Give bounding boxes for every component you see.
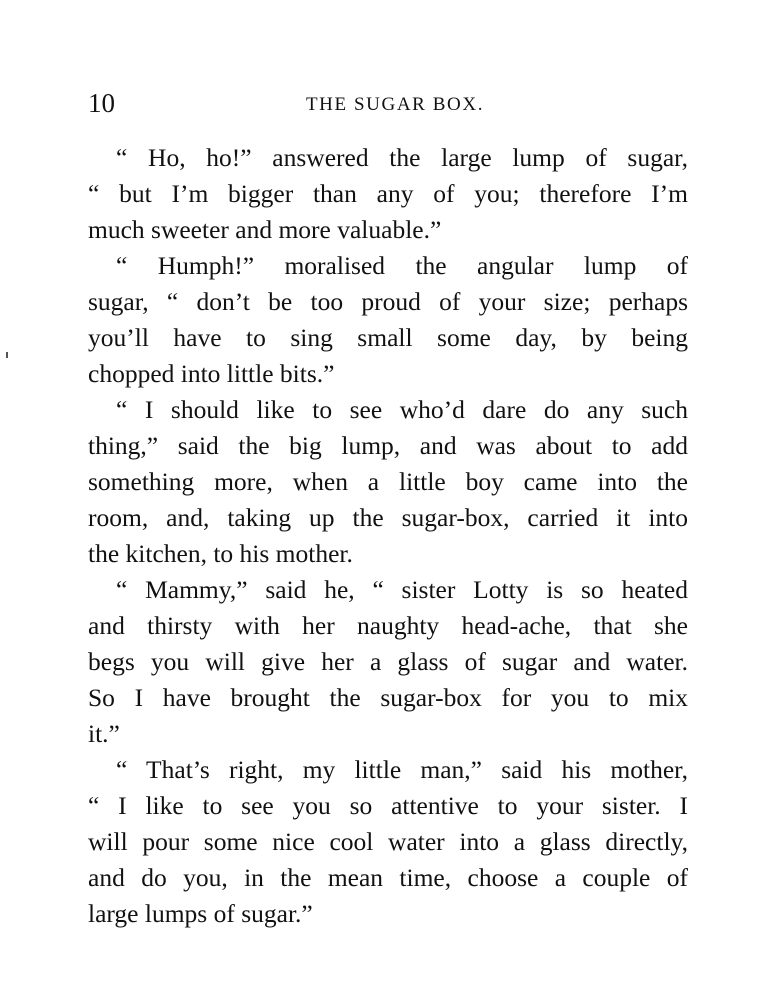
text-line: “ That’s right, my little man,” said his mother, [116,755,688,784]
text-line: thing,” said the big lump, and was about to add [88,431,688,460]
text-line: begs you will give her a glass of sugar and water. [88,647,688,676]
text-line: “ but I’m bigger than any of you; therefore I’m [88,179,688,208]
text-line: will pour some nice cool water into a glass directly, [88,827,688,856]
paragraph [88,572,688,752]
text-line: “ Humph!” moralised the angular lump of [116,251,688,280]
text-line: “ I like to see you so attentive to your sister. I [88,791,688,820]
paragraph [88,140,688,248]
margin-speck [6,352,8,358]
text-line: “ Mammy,” said he, “ sister Lotty is so heated [116,575,688,604]
text-line: and do you, in the mean time, choose a couple of [88,863,688,892]
page-header [88,85,688,121]
paragraph [88,392,688,572]
text-line: you’ll have to sing small some day, by being [88,323,688,352]
text-line: sugar, “ don’t be too proud of your size; perhaps [88,287,688,316]
text-line: So I have brought the sugar-box for you to mix [88,683,688,712]
text-line: chopped into little bits.” [88,359,335,388]
text-line: “ I should like to see who’d dare do any such [116,395,688,424]
text-line: much sweeter and more valuable.” [88,215,442,244]
text-line: room, and, taking up the sugar-box, carried it into [88,503,688,532]
paragraph [88,752,688,932]
text-line: large lumps of sugar.” [88,899,313,928]
paragraph [88,248,688,392]
text-line: something more, when a little boy came into the [88,467,688,496]
text-line: and thirsty with her naughty head-ache, that she [88,611,688,640]
body-text [88,140,688,932]
text-line: “ Ho, ho!” answered the large lump of sugar, [116,143,688,172]
page-number: 10 [88,88,115,118]
running-title: THE SUGAR BOX. [305,94,485,115]
text-line: it.” [88,719,120,748]
text-line: the kitchen, to his mother. [88,539,353,568]
